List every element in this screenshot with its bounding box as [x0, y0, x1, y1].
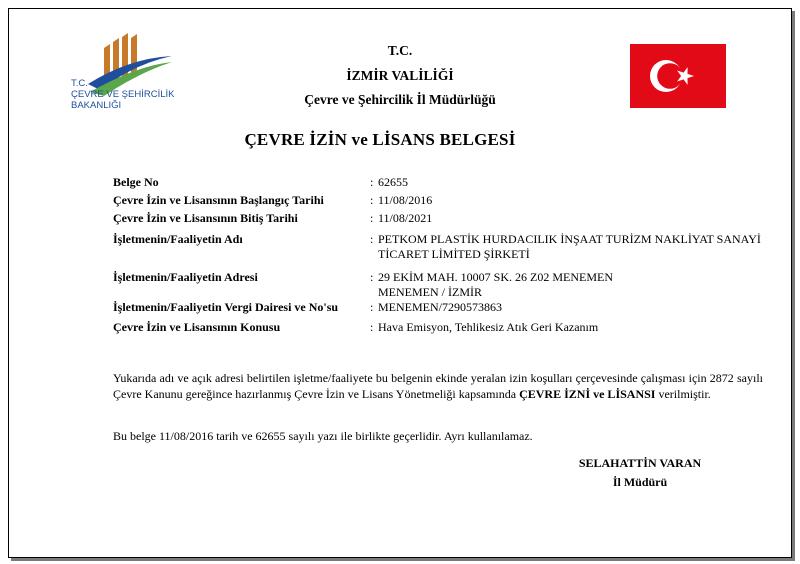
field-value: PETKOM PLASTİK HURDACILIK İNŞAAT TURİZM NAKLİYAT SANAYİ TİCARET LİMİTED ŞİRKETİ: [378, 232, 761, 261]
header-directorate: Çevre ve Şehircilik İl Müdürlüğü: [304, 92, 496, 107]
field-label: İşletmenin/Faaliyetin Adı: [113, 232, 243, 246]
certificate-statement: [113, 371, 763, 402]
signatory-name: SELAHATTİN VARAN: [578, 456, 702, 470]
logo-line: BAKANLIĞI: [71, 100, 122, 111]
logo-line: T.C.: [71, 78, 88, 89]
logo-line: ÇEVRE VE ŞEHİRCİLİK: [71, 89, 175, 100]
field-value: MENEMEN/7290573863: [378, 300, 502, 314]
field-label: Belge No: [113, 175, 159, 189]
field-colon: :: [370, 193, 374, 207]
field-colon: :: [370, 211, 374, 225]
field-value: 11/08/2021: [378, 211, 433, 225]
field-label: İşletmenin/Faaliyetin Vergi Dairesi ve No'su: [113, 300, 339, 314]
field-value: Hava Emisyon, Tehlikesiz Atık Geri Kazanım: [378, 320, 599, 334]
turkish-flag-icon: [630, 44, 726, 108]
validity-note: Bu belge 11/08/2016 tarih ve 62655 sayılı yazı ile birlikte geçerlidir. Ayrı kullanılamaz.: [113, 429, 533, 443]
field-value: 29 EKİM MAH. 10007 SK. 26 Z02 MENEMEN MENEMEN / İZMİR: [378, 270, 613, 299]
field-colon: :: [370, 320, 374, 334]
statement-text-end: verilmiştir.: [655, 386, 711, 401]
field-colon: :: [370, 300, 374, 314]
document-title: ÇEVRE İZİN ve LİSANS BELGESİ: [244, 130, 516, 149]
signatory-title: İl Müdürü: [612, 475, 668, 489]
field-label: İşletmenin/Faaliyetin Adresi: [113, 270, 258, 284]
field-label: Çevre İzin ve Lisansının Konusu: [113, 320, 281, 334]
field-label: Çevre İzin ve Lisansının Bitiş Tarihi: [113, 211, 298, 225]
statement-emphasis: ÇEVRE İZNİ ve LİSANSI: [519, 386, 656, 401]
header-governorship: İZMİR VALİLİĞİ: [346, 68, 454, 83]
statement-text: Yukarıda adı ve açık adresi belirtilen işletme/faaliyete bu belgenin ekinde yeralan izin koşulları çerçevesinde çalışması için 2872 sayılı Çevre Kanunu gereğince hazırlanmış Çevre İzin ve Lisans Yönetmeliği kapsamında: [113, 371, 763, 401]
field-colon: :: [370, 175, 374, 189]
header-tc: T.C.: [387, 43, 413, 58]
field-label: Çevre İzin ve Lisansının Başlangıç Tarihi: [113, 193, 324, 207]
field-value: 11/08/2016: [378, 193, 433, 207]
field-colon: :: [370, 232, 374, 246]
field-colon: :: [370, 270, 374, 284]
field-value: 62655: [378, 175, 408, 189]
